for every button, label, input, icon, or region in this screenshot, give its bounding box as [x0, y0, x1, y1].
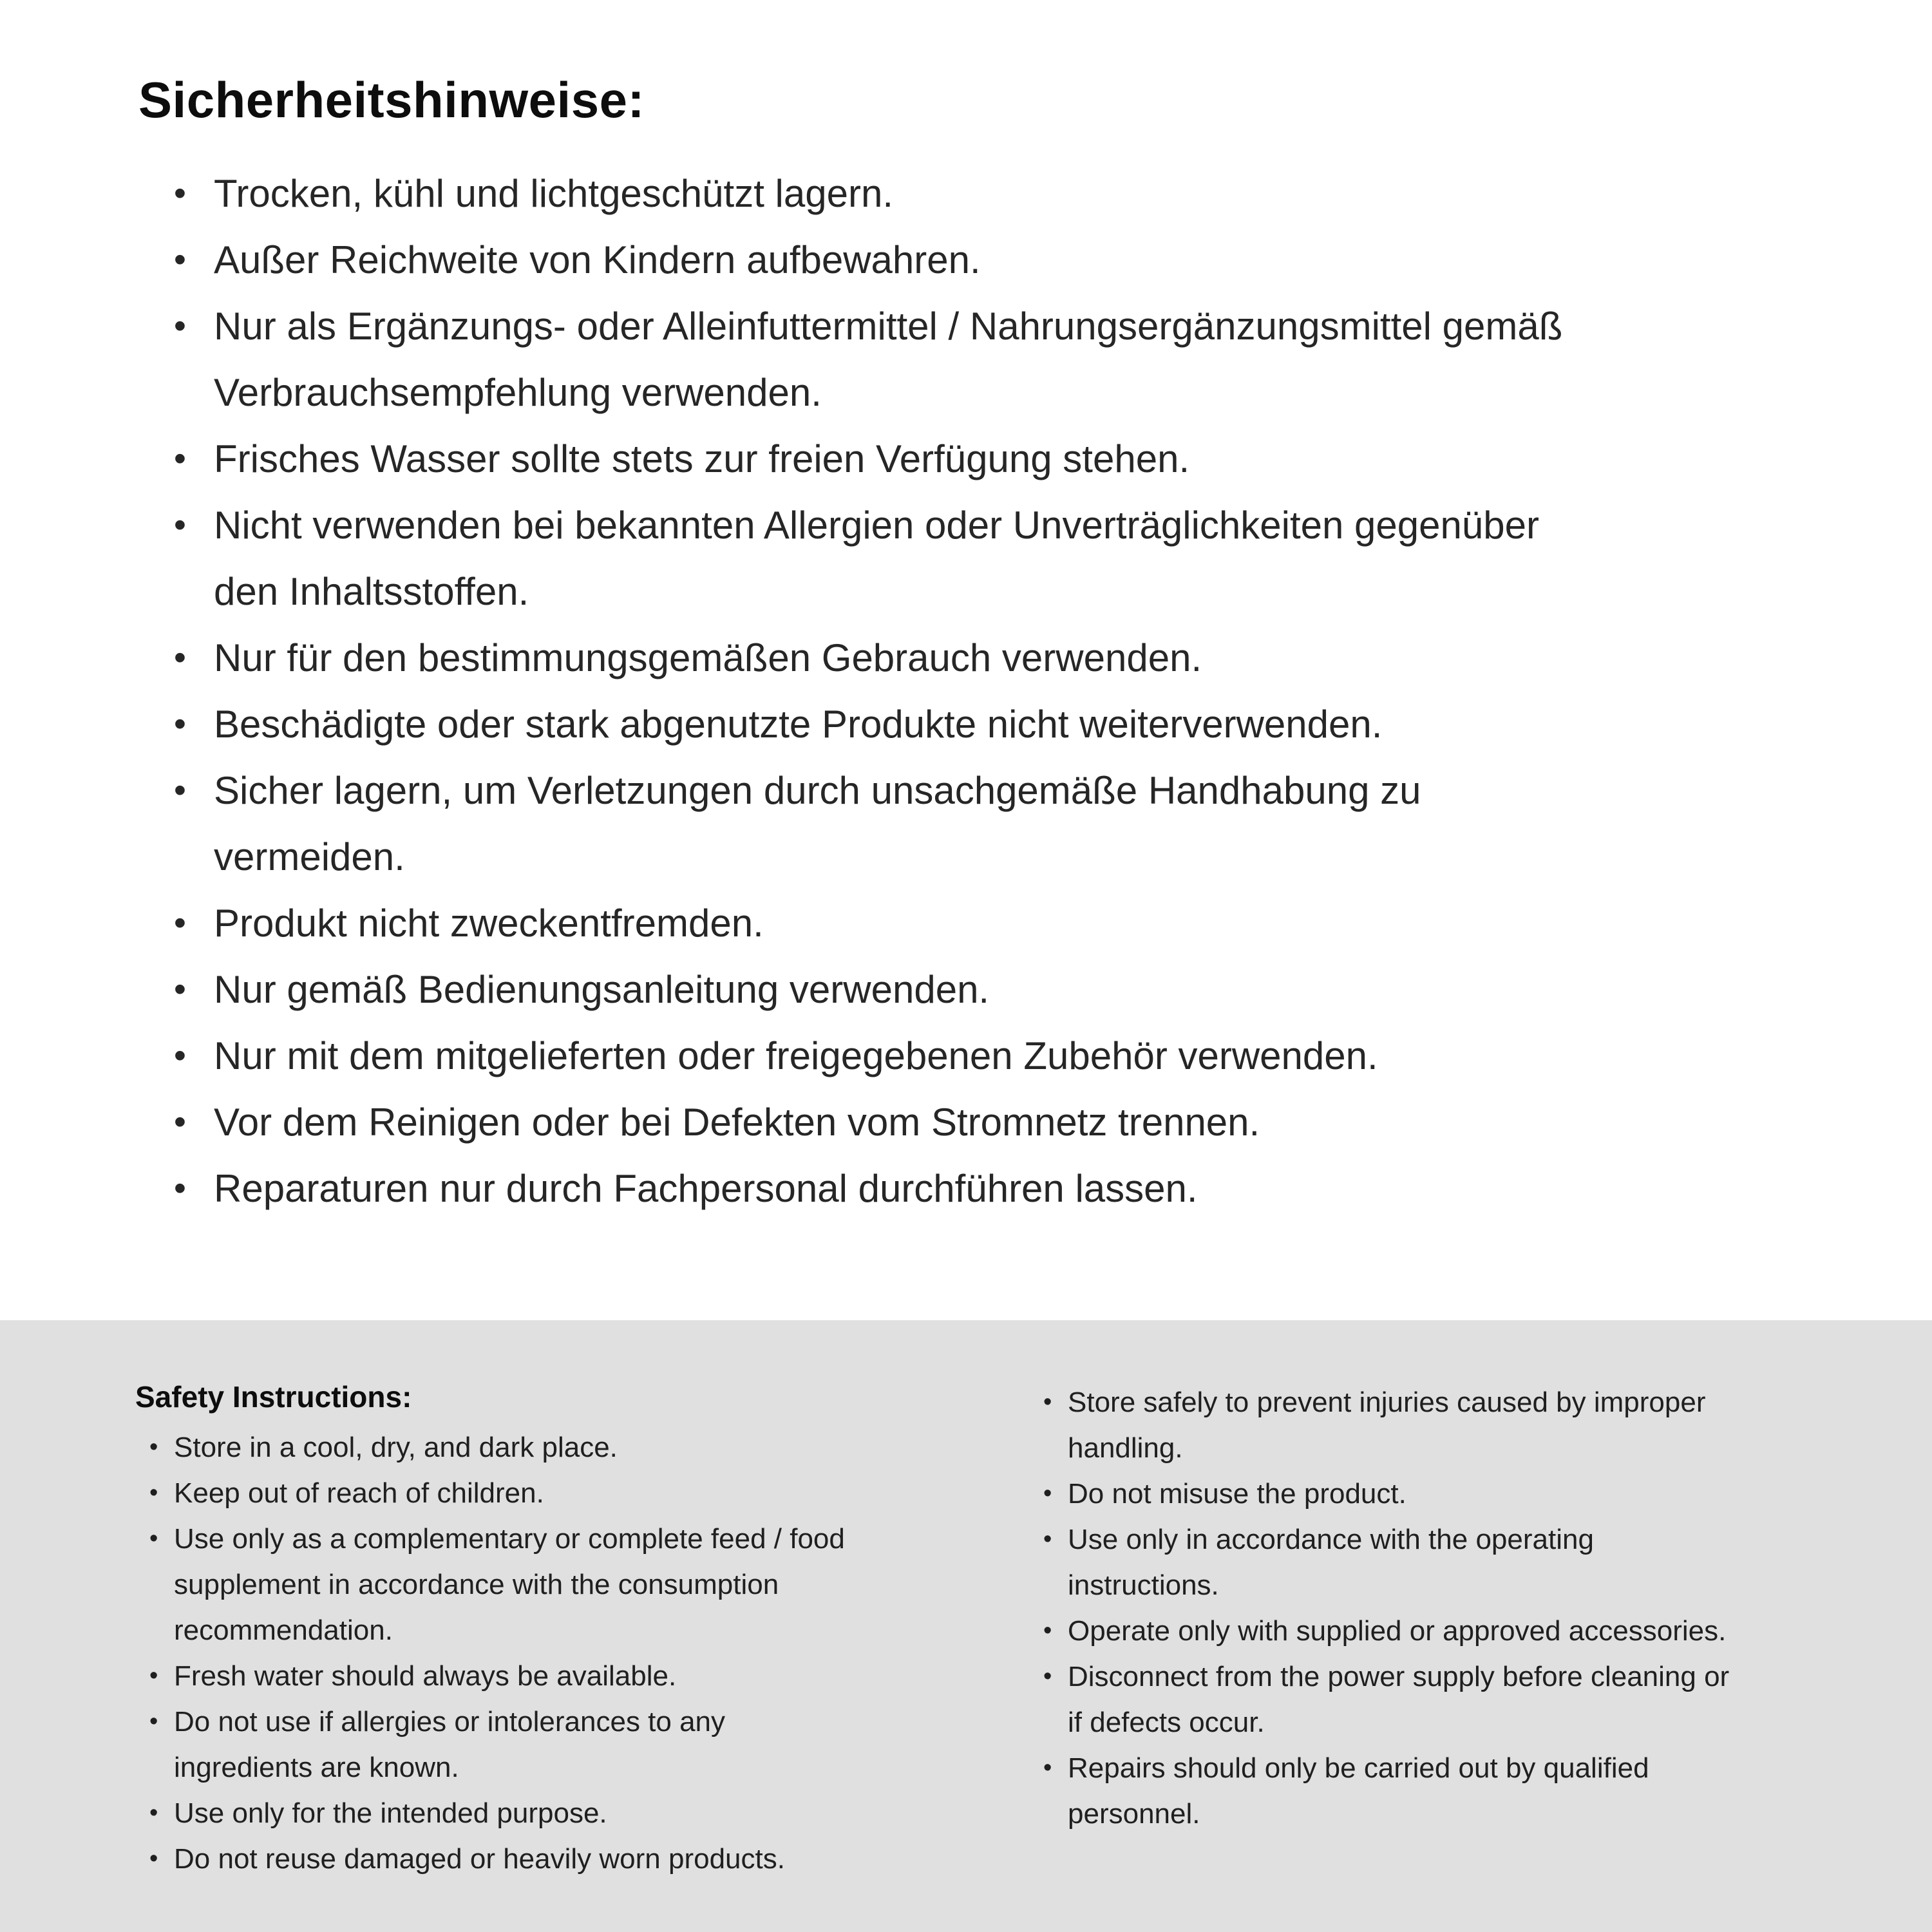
german-item-text: Sicher lagern, um Verletzungen durch unsachgemäße Handhabung zu vermeiden.: [214, 769, 1421, 878]
english-item-text: Repairs should only be carried out by qualified personnel.: [1068, 1752, 1649, 1830]
bullet-icon: •: [149, 1845, 158, 1872]
german-list-item: [174, 956, 1600, 1023]
german-item-text: Nur gemäß Bedienungsanleitung verwenden.: [214, 968, 990, 1011]
bullet-icon: •: [1043, 1526, 1052, 1553]
bullet-icon: •: [1043, 1754, 1052, 1781]
english-item-text: Use only in accordance with the operating instructions.: [1068, 1524, 1594, 1601]
english-section: [0, 1320, 1932, 1932]
english-item-text: Operate only with supplied or approved accessories.: [1068, 1615, 1727, 1647]
english-list-item: [149, 1836, 857, 1882]
bullet-icon: •: [149, 1662, 158, 1689]
bullet-icon: •: [149, 1434, 158, 1461]
bullet-icon: •: [149, 1799, 158, 1826]
english-left-column: [135, 1379, 876, 1882]
english-list-item: [1043, 1471, 1741, 1517]
german-item-text: Beschädigte oder stark abgenutzte Produkte nicht weiterverwenden.: [214, 703, 1383, 746]
german-list-item: [174, 890, 1600, 956]
german-title: Sicherheitshinweise:: [138, 71, 645, 128]
german-list-item: [174, 426, 1600, 492]
bullet-icon: •: [174, 439, 186, 478]
english-list-item: [1043, 1517, 1741, 1608]
german-list-item: [174, 625, 1600, 691]
english-list-item: [149, 1425, 857, 1470]
bullet-icon: •: [149, 1525, 158, 1552]
german-list: [138, 160, 1600, 1222]
german-item-text: Trocken, kühl und lichtgeschützt lagern.: [214, 172, 894, 215]
english-item-text: Do not misuse the product.: [1068, 1478, 1406, 1510]
english-left-list: [135, 1425, 876, 1882]
bullet-icon: •: [1043, 1480, 1052, 1507]
bullet-icon: •: [1043, 1663, 1052, 1690]
german-item-text: Nicht verwenden bei bekannten Allergien oder Unverträglichkeiten gegenüber den Inhaltsstoffen.: [214, 504, 1539, 613]
english-list-item: [149, 1790, 857, 1836]
english-list-item: [149, 1653, 857, 1699]
bullet-icon: •: [174, 638, 186, 677]
german-item-text: Nur als Ergänzungs- oder Alleinfuttermittel / Nahrungsergänzungsmittel gemäß Verbrauchsempfehlung verwenden.: [214, 305, 1563, 414]
german-list-item: [174, 691, 1600, 757]
german-list-item: [174, 293, 1600, 426]
german-item-text: Reparaturen nur durch Fachpersonal durchführen lassen.: [214, 1167, 1198, 1210]
german-item-text: Nur mit dem mitgelieferten oder freigegebenen Zubehör verwenden.: [214, 1034, 1378, 1077]
bullet-icon: •: [174, 174, 186, 213]
english-item-text: Store safely to prevent injuries caused by improper handling.: [1068, 1387, 1706, 1464]
bullet-icon: •: [174, 970, 186, 1009]
german-item-text: Außer Reichweite von Kindern aufbewahren.: [214, 238, 981, 281]
german-list-item: [174, 1089, 1600, 1155]
english-item-text: Do not use if allergies or intolerances to any ingredients are known.: [174, 1706, 726, 1783]
german-list-item: [174, 227, 1600, 293]
bullet-icon: •: [174, 771, 186, 810]
english-item-text: Use only for the intended purpose.: [174, 1797, 607, 1829]
english-list-item: [1043, 1745, 1741, 1837]
english-list-item: [149, 1470, 857, 1516]
bullet-icon: •: [1043, 1388, 1052, 1416]
english-item-text: Disconnect from the power supply before cleaning or if defects occur.: [1068, 1661, 1730, 1738]
english-list-item: [1043, 1379, 1741, 1471]
german-list-item: [174, 492, 1600, 625]
english-item-text: Fresh water should always be available.: [174, 1660, 677, 1692]
bullet-icon: •: [1043, 1617, 1052, 1644]
english-item-text: Do not reuse damaged or heavily worn products.: [174, 1843, 785, 1875]
german-item-text: Vor dem Reinigen oder bei Defekten vom Stromnetz trennen.: [214, 1101, 1260, 1144]
german-list-item: [174, 160, 1600, 227]
german-list-item: [174, 757, 1600, 890]
bullet-icon: •: [174, 904, 186, 942]
english-list-item: [1043, 1654, 1741, 1745]
english-item-text: Store in a cool, dry, and dark place.: [174, 1432, 618, 1463]
bullet-icon: •: [149, 1479, 158, 1506]
bullet-icon: •: [174, 1169, 186, 1208]
bullet-icon: •: [174, 240, 186, 279]
bullet-icon: •: [174, 506, 186, 544]
bullet-icon: •: [149, 1708, 158, 1735]
german-list-item: [174, 1023, 1600, 1089]
german-item-text: Produkt nicht zweckentfremden.: [214, 902, 764, 945]
english-list-item: [149, 1699, 857, 1790]
english-list-item: [1043, 1608, 1741, 1654]
english-right-column: [1043, 1379, 1790, 1837]
bullet-icon: •: [174, 1103, 186, 1141]
bullet-icon: •: [174, 307, 186, 345]
english-item-text: Use only as a complementary or complete feed / food supplement in accordance with the consumption recommendation.: [174, 1523, 845, 1646]
english-list-item: [149, 1516, 857, 1653]
bullet-icon: •: [174, 1036, 186, 1075]
german-item-text: Frisches Wasser sollte stets zur freien Verfügung stehen.: [214, 437, 1190, 480]
english-item-text: Keep out of reach of children.: [174, 1477, 544, 1509]
german-list-item: [174, 1155, 1600, 1222]
english-title: Safety Instructions:: [135, 1380, 412, 1414]
english-right-list: [1043, 1379, 1790, 1837]
bullet-icon: •: [174, 705, 186, 743]
german-item-text: Nur für den bestimmungsgemäßen Gebrauch verwenden.: [214, 636, 1202, 679]
